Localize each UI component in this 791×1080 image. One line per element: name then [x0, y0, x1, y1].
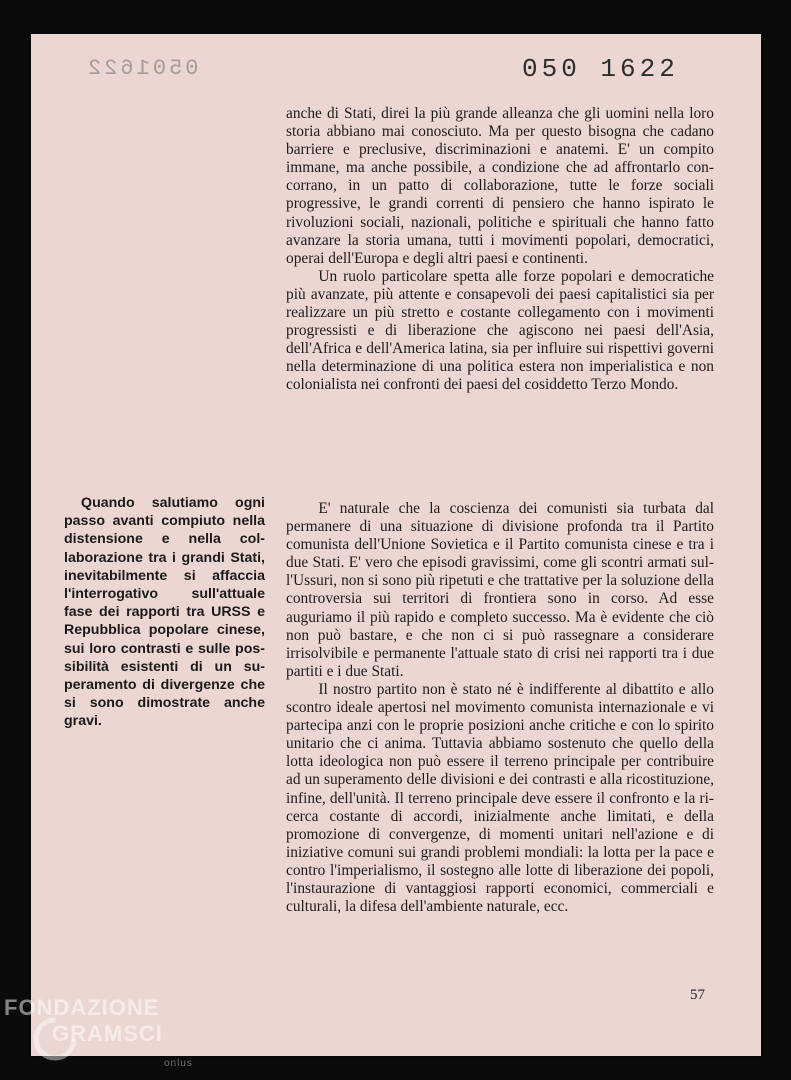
bottom-paragraph-1: E' naturale che la coscienza dei comunisti sia turbata dal permanere di una situazione di divisione profonda tra il Partito comunista dell'Unione Sovietica e il Partito comunista cinese e tra i due Stati. E' vero che episodi gravissimi, come gli scontri armati sull'Ussuri, non si sono più ripetuti e che trattative per la soluzione della controversia sui territori di frontiera sono in corso. Ad esse auguriamo il più rapido e completo successo. Ma è evidente che ciò non può bastare, e che non ci si può rassegnare a considerare irrisolvibile e permanente l'attuale stato di crisi nei rapporti tra i due partiti e i due Stati. [286, 500, 714, 680]
archive-number-stamp: 050 1622 [522, 54, 679, 84]
sidebar-text: Quando salutiamo ogni passo avanti compiuto nella distensione e nella collaborazione tra i grandi Stati, inevitabilmente si affaccia l'interrogativo sull'attuale fase dei rapporti tra URSS e Repubblica popolare cinese, sui loro contrasti e sulle possibilità esistenti di un superamento di divergenze che si sono dimostrate anche gravi. [64, 495, 265, 730]
top-paragraph-1: anche di Stati, direi la più grande alleanza che gli uomini nella loro storia abbiano mai conosciuto. Ma per questo bisogna che cadano barriere e preclusive, discriminazioni e anatemi. E' un compito immane, ma anche possibile, a condizione che ad affrontarlo concorrano, in un patto di collaborazione, tutte le forze sociali progressive, le grandi correnti di pensiero che hanno ispirato le rivoluzioni sociali, nazionali, politiche e spirituali che hanno fatto avanzare la storia umana, tutti i movimenti popolari, democratici, operai dell'Europa e degli altri paesi e continenti. [286, 105, 714, 267]
mirrored-archive-stamp: 0501622 [85, 56, 199, 81]
bottom-paragraph-2: Il nostro partito non è stato né è indifferente al dibattito e allo scontro ideale apertosi nel movimento comunista internazionale e vi partecipa anzi con le proprie posizioni anche critiche e con lo spirito unitario che ci anima. Tuttavia abbiamo sostenuto che quello della lotta ideologica non può essere il terreno principale per contribuire ad un superamento delle divisioni e dei contrasti e alla ricostituzione, infine, dell'unità. Il terreno principale deve essere il confronto e la ricerca costante di accordi, inizialmente anche limitati, e della promozione di convergenze, di momenti unitari nell'azione e di iniziative comuni sui grandi problemi mondiali: la lotta per la pace e contro l'imperialismo, il sostegno alle lotte di liberazione dei popoli, l'instaurazione di vantaggiosi rapporti economici, commerciali e culturali, la difesa dell'ambiente naturale, ecc. [286, 680, 714, 916]
bottom-text-column [286, 500, 714, 916]
foundation-watermark [4, 995, 193, 1069]
watermark-line1: FONDAZIONE [4, 995, 160, 1020]
top-text-column [286, 105, 714, 395]
watermark-line2: GRAMSCI [52, 1021, 163, 1046]
top-paragraph-2: Un ruolo particolare spetta alle forze popolari e democratiche più avanzate, più attente e consapevoli dei paesi capitalistici sia per realizzare un più stretto e costante collegamento con i movimenti progressisti e di liberazione che agiscono nei paesi dell'Asia, dell'Africa e dell'America latina, sia per influire sui rispettivi governi nella determinazione di una politica estera non imperialistica e non colonialista nei confronti dei paesi del cosiddetto Terzo Mondo. [286, 267, 714, 394]
page-number: 57 [690, 987, 705, 1003]
sidebar-pull-quote [64, 494, 265, 731]
watermark-line3: onlus [164, 1058, 193, 1069]
